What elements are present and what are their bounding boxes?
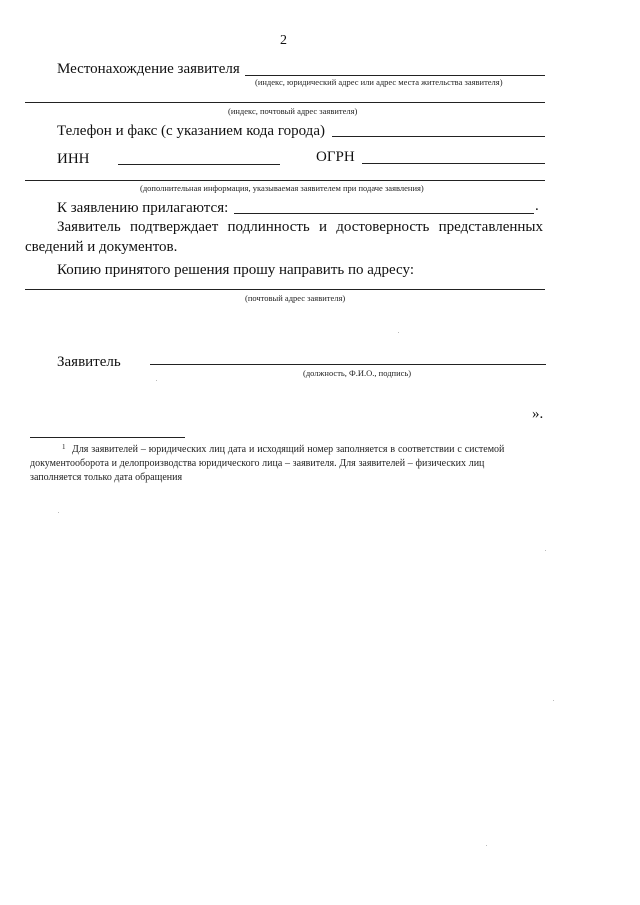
- location-label: Местонахождение заявителя: [57, 61, 240, 77]
- confirm-line-2: сведений и документов.: [25, 239, 178, 255]
- confirm-line-1: Заявитель подтверждает подлинность и достоверность представленных: [57, 219, 543, 235]
- additional-hint: (дополнительная информация, указываемая заявителем при подаче заявления): [140, 183, 424, 193]
- location-postal-line: [25, 102, 545, 103]
- ogrn-label: ОГРН: [316, 149, 355, 165]
- scan-speck: [486, 845, 487, 846]
- additional-line: [25, 180, 545, 181]
- scan-speck: [156, 380, 157, 381]
- footnote-line-3: заполняется только дата обращения: [30, 472, 183, 483]
- location-legal-line: [245, 75, 545, 76]
- scan-speck: [58, 512, 59, 513]
- footnote-line-1: Для заявителей – юридических лиц дата и исходящий номер заполняется в соответствии с системой: [72, 444, 505, 455]
- phone-label: Телефон и факс (с указанием кода города): [57, 123, 325, 139]
- location-legal-hint: (индекс, юридический адрес или адрес места жительства заявителя): [255, 77, 503, 87]
- attachments-line: [234, 213, 534, 214]
- applicant-hint: (должность, Ф.И.О., подпись): [303, 368, 412, 378]
- location-postal-hint: (индекс, почтовый адрес заявителя): [228, 106, 358, 116]
- inn-label: ИНН: [57, 151, 90, 167]
- attachments-end: .: [535, 198, 539, 214]
- attachments-label: К заявлению прилагаются:: [57, 200, 229, 216]
- footnote-marker: 1: [62, 443, 66, 451]
- copy-line: [25, 289, 545, 290]
- inn-line: [118, 164, 280, 165]
- phone-line: [332, 136, 545, 137]
- scan-speck: [398, 332, 399, 333]
- footnote-line-2: документооборота и делопроизводства юридического лица – заявителя. Для заявителей – физических лиц: [30, 458, 485, 469]
- applicant-label: Заявитель: [57, 354, 121, 370]
- ogrn-line: [362, 163, 545, 164]
- copy-label: Копию принятого решения прошу направить по адресу:: [57, 262, 414, 278]
- scan-speck: [545, 550, 546, 551]
- page-number: 2: [280, 33, 287, 48]
- applicant-line: [150, 364, 546, 365]
- scan-speck: [553, 700, 554, 701]
- copy-hint: (почтовый адрес заявителя): [245, 293, 346, 303]
- closing-quote: ».: [532, 406, 544, 422]
- footnote-separator: [30, 437, 185, 438]
